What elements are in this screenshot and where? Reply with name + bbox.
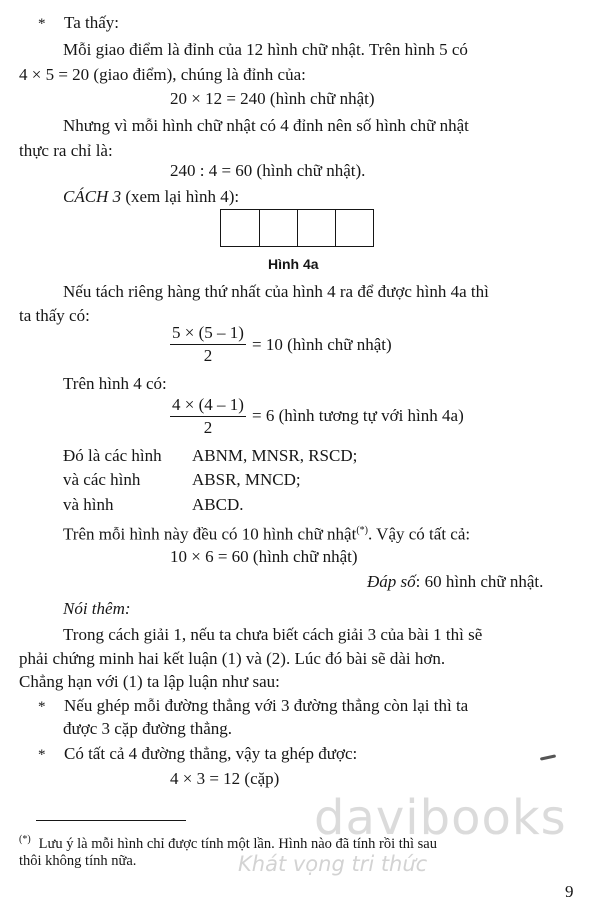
line-text: Ta thấy: — [64, 13, 119, 32]
grid-cell — [297, 210, 335, 246]
equation-line: 4 × 3 = 12 (cặp) — [170, 769, 280, 788]
figure-caption: Hình 4a — [268, 256, 319, 272]
shape-prefix: Đó là các hình — [63, 446, 162, 465]
text-line: Nhưng vì mỗi hình chữ nhật có 4 đỉnh nên số hình chữ nhật — [63, 116, 469, 135]
line-text: Trên mỗi hình này đều có 10 hình chữ nhật — [63, 524, 357, 544]
grid-cell — [259, 210, 297, 246]
text-line: thực ra chỉ là: — [19, 141, 113, 160]
section-heading — [63, 598, 131, 620]
text-line — [38, 743, 357, 766]
shape-list-items: ABNM, MNSR, RSCD; — [192, 446, 358, 465]
text-line: phải chứng minh hai kết luận (1) và (2). Lúc đó bài sẽ dài hơn. — [19, 649, 446, 668]
text-line: Nếu tách riêng hàng thứ nhất của hình 4 ra để được hình 4a thì — [63, 282, 489, 301]
watermark-slogan: Khát vọng tri thức — [238, 852, 428, 876]
text-line: được 3 cặp đường thẳng. — [63, 719, 233, 738]
text-line: Trên hình 4 có: — [63, 374, 167, 393]
text-line — [38, 12, 119, 35]
footnote-divider — [36, 820, 186, 821]
page-number: 9 — [565, 882, 574, 901]
text-line: Mỗi giao điểm là đỉnh của 12 hình chữ nhật. Trên hình 5 có — [63, 40, 468, 59]
footnote-ref: (*) — [356, 525, 368, 536]
grid-cell — [335, 210, 373, 246]
shape-prefix: và hình — [63, 495, 114, 514]
line-text: Nếu ghép mỗi đường thẳng với 3 đường thẳng còn lại thì ta — [64, 696, 469, 715]
text-line: 4 × 5 = 20 (giao điểm), chúng là đỉnh của: — [19, 65, 306, 84]
line-text: Có tất cả 4 đường thẳng, vậy ta ghép được: — [64, 744, 358, 763]
shape-list-row — [63, 445, 162, 467]
method-label: CÁCH 3 — [63, 187, 122, 206]
method-note: (xem lại hình 4): — [121, 187, 240, 206]
answer-value: : 60 hình chữ nhật. — [415, 572, 544, 591]
footnote-line: thôi không tính nữa. — [19, 853, 137, 869]
bullet-star: * — [38, 747, 46, 763]
shape-list-items: ABCD. — [192, 495, 244, 514]
shape-list-row — [63, 494, 114, 516]
scan-mark — [540, 754, 556, 760]
shape-prefix: và các hình — [63, 470, 141, 489]
method-heading — [63, 186, 239, 208]
fraction-numerator: 5 × (5 – 1) — [172, 323, 244, 342]
text-line: Trong cách giải 1, nếu ta chưa biết cách giải 3 của bài 1 thì sẽ — [63, 625, 483, 644]
fraction-2 — [170, 394, 246, 439]
fraction-result: = 10 (hình chữ nhật) — [252, 335, 392, 354]
equation-line: 20 × 12 = 240 (hình chữ nhật) — [170, 89, 375, 108]
bullet-star: * — [38, 16, 46, 32]
shape-list-items: ABSR, MNCD; — [192, 470, 301, 489]
equation-line: 240 : 4 = 60 (hình chữ nhật). — [170, 161, 366, 180]
fraction-1 — [170, 322, 246, 367]
footnote-marker: (*) — [19, 834, 31, 845]
figure-4a-grid — [220, 209, 374, 247]
section-colon: : — [124, 599, 131, 618]
text-line: ta thấy có: — [19, 306, 90, 325]
text-line — [38, 695, 468, 718]
fraction-result: = 6 (hình tương tự với hình 4a) — [252, 406, 464, 425]
text-line: Chẳng hạn với (1) ta lập luận như sau: — [19, 672, 280, 691]
section-label: Nói thêm — [63, 599, 125, 618]
fraction-denominator: 2 — [203, 418, 213, 437]
line-text: . Vậy có tất cả: — [367, 524, 471, 544]
fraction-denominator: 2 — [203, 346, 213, 365]
footnote-text: Lưu ý là mỗi hình chỉ được tính một lần. Hình nào đã tính rồi thì sau — [38, 835, 437, 852]
text-line — [63, 520, 470, 546]
fraction-numerator: 4 × (4 – 1) — [172, 395, 244, 414]
answer-line — [367, 571, 543, 593]
answer-label: Đáp số — [367, 572, 416, 591]
watermark-brand: davibooks — [314, 790, 567, 846]
equation-line: 10 × 6 = 60 (hình chữ nhật) — [170, 547, 358, 566]
shape-list-row — [63, 469, 140, 491]
grid-cell — [221, 210, 259, 246]
bullet-star: * — [38, 699, 46, 715]
